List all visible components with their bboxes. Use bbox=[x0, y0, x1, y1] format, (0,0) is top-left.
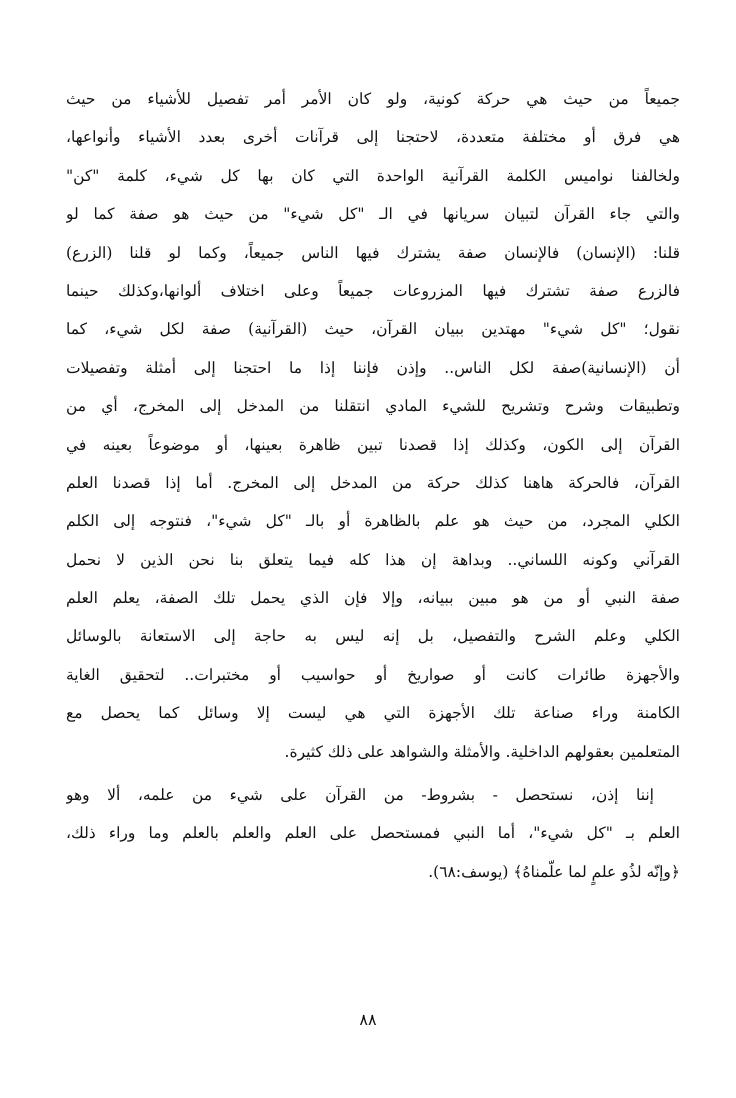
paragraph-1 bbox=[66, 80, 680, 771]
text-line: صفة النبي أو من هو مبين ببيانه، وإلا فإن الذي يحمل تلك الصفة، يعلم العلم bbox=[66, 589, 680, 608]
text-line: جميعاً من حيث هي حركة كونية، ولو كان الأمر أمر تفصيل للأشياء من حيث bbox=[66, 90, 680, 108]
text-line: الكلي وعلم الشرح والتفصيل، بل إنه ليس به حاجة إلى الاستعانة بالوسائل bbox=[66, 627, 680, 646]
text-line: الكامنة وراء صناعة تلك الأجهزة التي هي ليست إلا وسائل كما يحصل مع bbox=[66, 704, 680, 723]
text-line: الكلي المجرد، من حيث هو علم بالظاهرة أو بالـ "كل شيء"، فنتوجه إلى الكلم bbox=[66, 512, 680, 531]
paragraph-2 bbox=[66, 776, 680, 891]
text-line: وتطبيقات وشرح وتشريح للشيء المادي انتقلنا من المدخل إلى المخرج، أي من bbox=[66, 397, 680, 416]
text-line: ولخالفنا نواميس الكلمة القرآنية الواحدة التي كان بها كل شيء، كلمة "كن" bbox=[66, 166, 680, 185]
text-line: فالزرع صفة تشترك فيها المزروعات جميعاً وعلى اختلاف ألوانها،وكذلك حينما bbox=[66, 281, 680, 300]
text-line: القرآني وكونه اللساني.. وبداهة إن هذا كله فيما يتعلق بنا نحن الذين لا نحمل bbox=[66, 550, 680, 569]
text-line: نقول؛ "كل شيء" مهتدين ببيان القرآن، حيث (القرآنية) صفة لكل شيء، كما bbox=[66, 320, 680, 339]
text-line: إننا إذن، نستحصل - بشروط- من القرآن على شيء من علمه، ألا وهو bbox=[66, 786, 654, 804]
text-line: والتي جاء القرآن لتبيان سريانها في الـ "كل شيء" من حيث هو صفة كما لو bbox=[66, 205, 680, 224]
page-number: ٨٨ bbox=[359, 1010, 377, 1029]
text-line: المتعلمين بعقولهم الداخلية. والأمثلة والشواهد على ذلك كثيرة. bbox=[284, 742, 680, 761]
text-line: أن (الإنسانية)صفة لكل الناس.. وإذن فإننا إذا ما احتجنا إلى أمثلة وتفصيلات bbox=[66, 358, 680, 377]
text-line: قلنا: (الإنسان) فالإنسان صفة يشترك فيها الناس جميعاً، وكما لو قلنا (الزرع) bbox=[66, 243, 680, 262]
text-line: القرآن، فالحركة هاهنا كذلك حركة من المدخل إلى المخرج. أما إذا قصدنا العلم bbox=[66, 473, 680, 492]
text-line: العلم بـ "كل شيء"، أما النبي فمستحصل على العلم والعلم بالعلم وما وراء ذلك، bbox=[66, 824, 680, 843]
text-line: ﴿وإنّه لذُو علمٍ لما علّمناهُ﴾ (يوسف:٦٨). bbox=[428, 862, 680, 881]
text-line: والأجهزة طائرات كانت أو صواريخ أو حواسيب أو مختبرات.. لتحقيق الغاية bbox=[66, 665, 680, 684]
text-line: هي فرق أو مختلفة متعددة، لاحتجنا إلى قرآنات أخرى بعدد الأشياء وأنواعها، bbox=[66, 128, 680, 147]
text-line: القرآن إلى الكون، وكذلك إذا قصدنا تبين ظاهرة بعينها، أو موضوعاً بعينه في bbox=[66, 435, 680, 454]
